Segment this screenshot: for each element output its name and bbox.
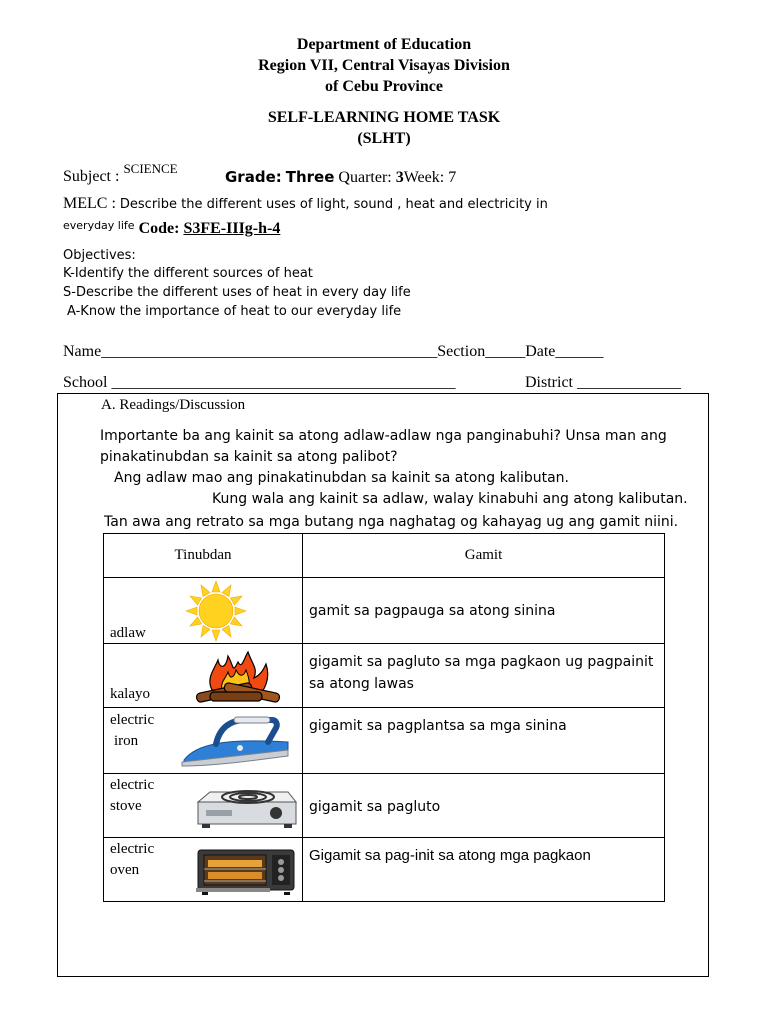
source-cell — [104, 578, 303, 644]
source-label-line1: electric — [110, 712, 155, 728]
use-cell: Gigamit sa pag-init sa atong mga pagkaon — [303, 838, 665, 902]
source-label-line2: stove — [110, 798, 142, 814]
melc-text: Describe the different uses of light, sound , heat and electricity in — [119, 197, 548, 212]
quarter-value: 3 — [395, 169, 404, 186]
objectives-heading: Objectives: — [63, 248, 136, 263]
table-header-row — [104, 534, 665, 578]
reading-paragraph-5: Tan awa ang retrato sa mga butang nga naghatag og kahayag ug ang gamit niini. — [104, 514, 679, 530]
melc-text-cont: everyday life — [63, 219, 135, 232]
source-label-line1: electric — [110, 777, 155, 793]
source-label-line1: electric — [110, 841, 155, 857]
reading-paragraph-4: Kung wala ang kainit sa adlaw, walay kinabuhi ang atong kalibutan. — [212, 491, 688, 507]
reading-heading: A. Readings/Discussion — [101, 397, 246, 413]
objective-a: A-Know the importance of heat to our everyday life — [67, 304, 402, 319]
column-header-use: Gamit — [303, 534, 665, 578]
reading-paragraph-2: pinakatinubdan sa kainit sa atong palibot? — [100, 449, 398, 465]
grade-label: Grade: — [225, 168, 282, 186]
sources-table — [103, 533, 665, 902]
reading-paragraph-1: Importante ba ang kainit sa atong adlaw-adlaw nga panginabuhi? Unsa man ang — [100, 428, 667, 444]
melc-row — [63, 195, 548, 213]
source-cell — [104, 774, 303, 838]
campfire-icon — [192, 648, 284, 704]
electric-stove-icon — [194, 784, 300, 830]
electric-oven-icon — [194, 848, 298, 896]
source-cell — [104, 708, 303, 774]
code-value: S3FE-IIIg-h-4 — [183, 220, 281, 237]
document-subtitle: (SLHT) — [357, 130, 411, 147]
objective-k: K-Identify the different sources of heat — [63, 266, 313, 281]
source-cell — [104, 644, 303, 708]
use-cell: gigamit sa pagluto sa mga pagkaon ug pagpainit sa atong lawas — [303, 644, 665, 708]
table-row — [104, 708, 665, 774]
subject-value: SCIENCE — [123, 161, 178, 176]
use-cell: gigamit sa pagplantsa sa mga sinina — [303, 708, 665, 774]
code-label: Code: — [138, 220, 180, 237]
column-header-source: Tinubdan — [104, 534, 303, 578]
electric-iron-icon — [176, 714, 292, 770]
table-row — [104, 644, 665, 708]
grade-value: Three — [285, 168, 335, 186]
document-title: SELF-LEARNING HOME TASK — [267, 109, 501, 126]
objective-s: S-Describe the different uses of heat in every day life — [63, 285, 411, 300]
reading-paragraph-3: Ang adlaw mao ang pinakatinubdan sa kainit sa atong kalibutan. — [114, 470, 570, 486]
region-line: Region VII, Central Visayas Division — [258, 57, 510, 74]
name-section-date-field[interactable]: Name__________________________________________Section_____Date______ — [63, 343, 604, 360]
source-cell — [104, 838, 303, 902]
table-row — [104, 838, 665, 902]
week-label: Week: — [403, 169, 445, 186]
use-cell: gamit sa pagpauga sa atong sinina — [303, 578, 665, 644]
source-label-line2: oven — [110, 862, 140, 878]
table-row — [104, 774, 665, 838]
subject-label: Subject : — [63, 168, 120, 185]
use-cell: gigamit sa pagluto — [303, 774, 665, 838]
source-label: kalayo — [110, 686, 150, 702]
district-field[interactable]: District _____________ — [525, 374, 681, 391]
sun-icon — [182, 580, 250, 642]
week-value: 7 — [448, 169, 457, 186]
school-field[interactable]: School ___________________________________________ — [63, 374, 456, 391]
source-label-line2: iron — [114, 733, 139, 749]
dept-line: Department of Education — [296, 36, 472, 53]
province-line: of Cebu Province — [325, 78, 443, 95]
grade-row — [225, 168, 456, 187]
code-row — [63, 220, 280, 238]
quarter-label: Quarter: — [338, 169, 392, 186]
source-label: adlaw — [110, 625, 146, 641]
melc-label: MELC : — [63, 195, 116, 212]
subject-row — [63, 161, 178, 186]
table-row — [104, 578, 665, 644]
